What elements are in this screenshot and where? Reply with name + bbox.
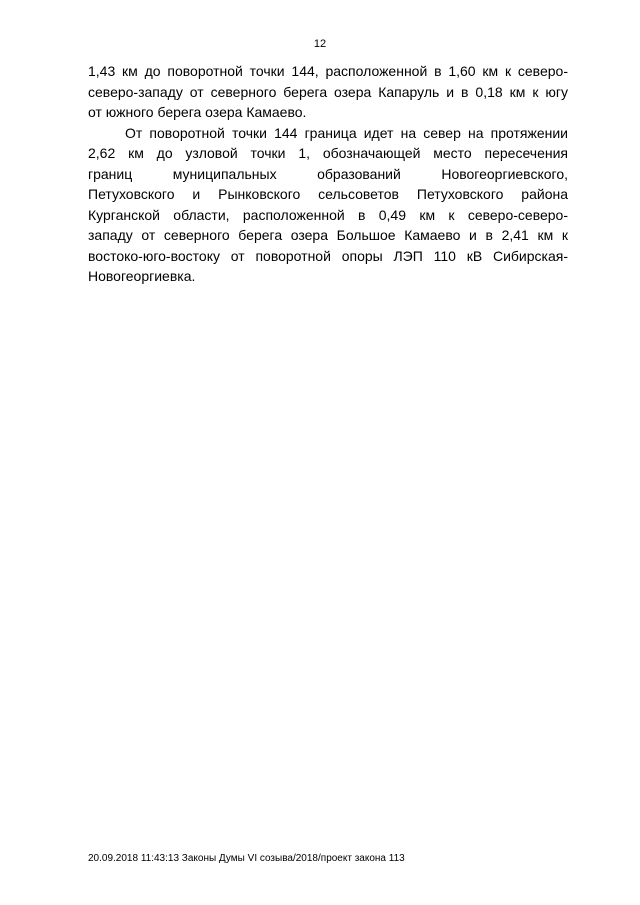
footer-stamp: 20.09.2018 11:43:13 Законы Думы VI созыва/2018/проект закона 113 bbox=[88, 853, 405, 864]
page-number: 12 bbox=[313, 38, 327, 50]
text-line: 1,43 км до поворотной точки 144, расположенной в 1,60 км к северо- bbox=[88, 63, 568, 79]
text-line: востоко-юго-востоку от поворотной опоры ЛЭП 110 кВ Сибирская- bbox=[88, 247, 568, 264]
text-line: границ муниципальных образований Новогеоргиевского, bbox=[88, 165, 568, 182]
text-line: Петуховского и Рынковского сельсоветов Петуховского района bbox=[88, 186, 568, 202]
document-body bbox=[88, 61, 568, 287]
text-line: северо-западу от северного берега озера Капаруль и в 0,18 км к югу bbox=[88, 83, 568, 100]
text-line: Курганской области, расположенной в 0,49 км к северо-северо- bbox=[88, 206, 568, 223]
text-line: от южного берега озера Камаево. bbox=[88, 104, 307, 120]
text-line: От поворотной точки 144 граница идет на север на протяжении bbox=[125, 124, 568, 141]
text-line: 2,62 км до узловой точки 1, обозначающей место пересечения bbox=[88, 145, 568, 161]
text-line: Новогеоргиевка. bbox=[88, 268, 196, 284]
text-line: западу от северного берега озера Большое Камаево и в 2,41 км к bbox=[88, 227, 568, 243]
